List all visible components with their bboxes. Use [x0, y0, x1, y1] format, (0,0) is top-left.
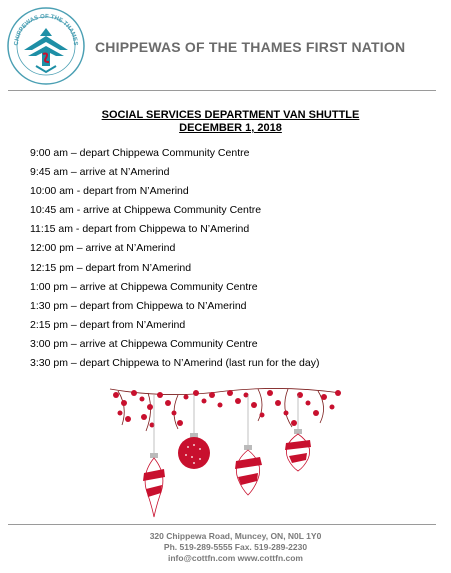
schedule-item: 11:15 am - depart from Chippewa to N’Amerind [30, 223, 250, 236]
footer-divider [8, 524, 436, 525]
header-divider [8, 90, 436, 91]
christmas-ornaments-image [108, 385, 343, 520]
schedule-item: 12:15 pm – depart from N’Amerind [30, 261, 192, 274]
schedule-item: 1:30 pm – depart from Chippewa to N’Amerind [30, 299, 247, 312]
schedule-item: 10:45 am - arrive at Chippewa Community Centre [30, 204, 262, 217]
shuttle-schedule [30, 147, 440, 376]
document-heading [0, 109, 451, 135]
schedule-item: 3:30 pm – depart Chippewa to N’Amerind (last run for the day) [30, 357, 320, 370]
organization-logo [6, 6, 86, 86]
schedule-item: 9:45 am – arrive at N’Amerind [30, 166, 170, 179]
logo-text: CHIPPEWAS OF THE THAMES [13, 13, 79, 46]
footer-phone-fax: Ph. 519-289-5555 Fax. 519-289-2230 [163, 542, 308, 552]
schedule-item: 12:00 pm – arrive at N’Amerind [30, 242, 176, 255]
document-title: SOCIAL SERVICES DEPARTMENT VAN SHUTTLE [101, 109, 360, 121]
document-date: DECEMBER 1, 2018 [179, 122, 282, 134]
footer-address: 320 Chippewa Road, Muncey, ON, N0L 1Y0 [149, 531, 322, 541]
footer [0, 531, 451, 564]
schedule-item: 2:15 pm – depart from N’Amerind [30, 318, 186, 331]
schedule-item: 3:00 pm – arrive at Chippewa Community Centre [30, 337, 258, 350]
footer-contact: info@cottfn.com www.cottfn.com [168, 553, 303, 563]
schedule-item: 1:00 pm – arrive at Chippewa Community Centre [30, 280, 258, 293]
organization-name: CHIPPEWAS OF THE THAMES FIRST NATION [95, 39, 406, 55]
schedule-item: 9:00 am – depart Chippewa Community Centre [30, 147, 250, 159]
schedule-item: 10:00 am - depart from N’Amerind [30, 185, 189, 198]
